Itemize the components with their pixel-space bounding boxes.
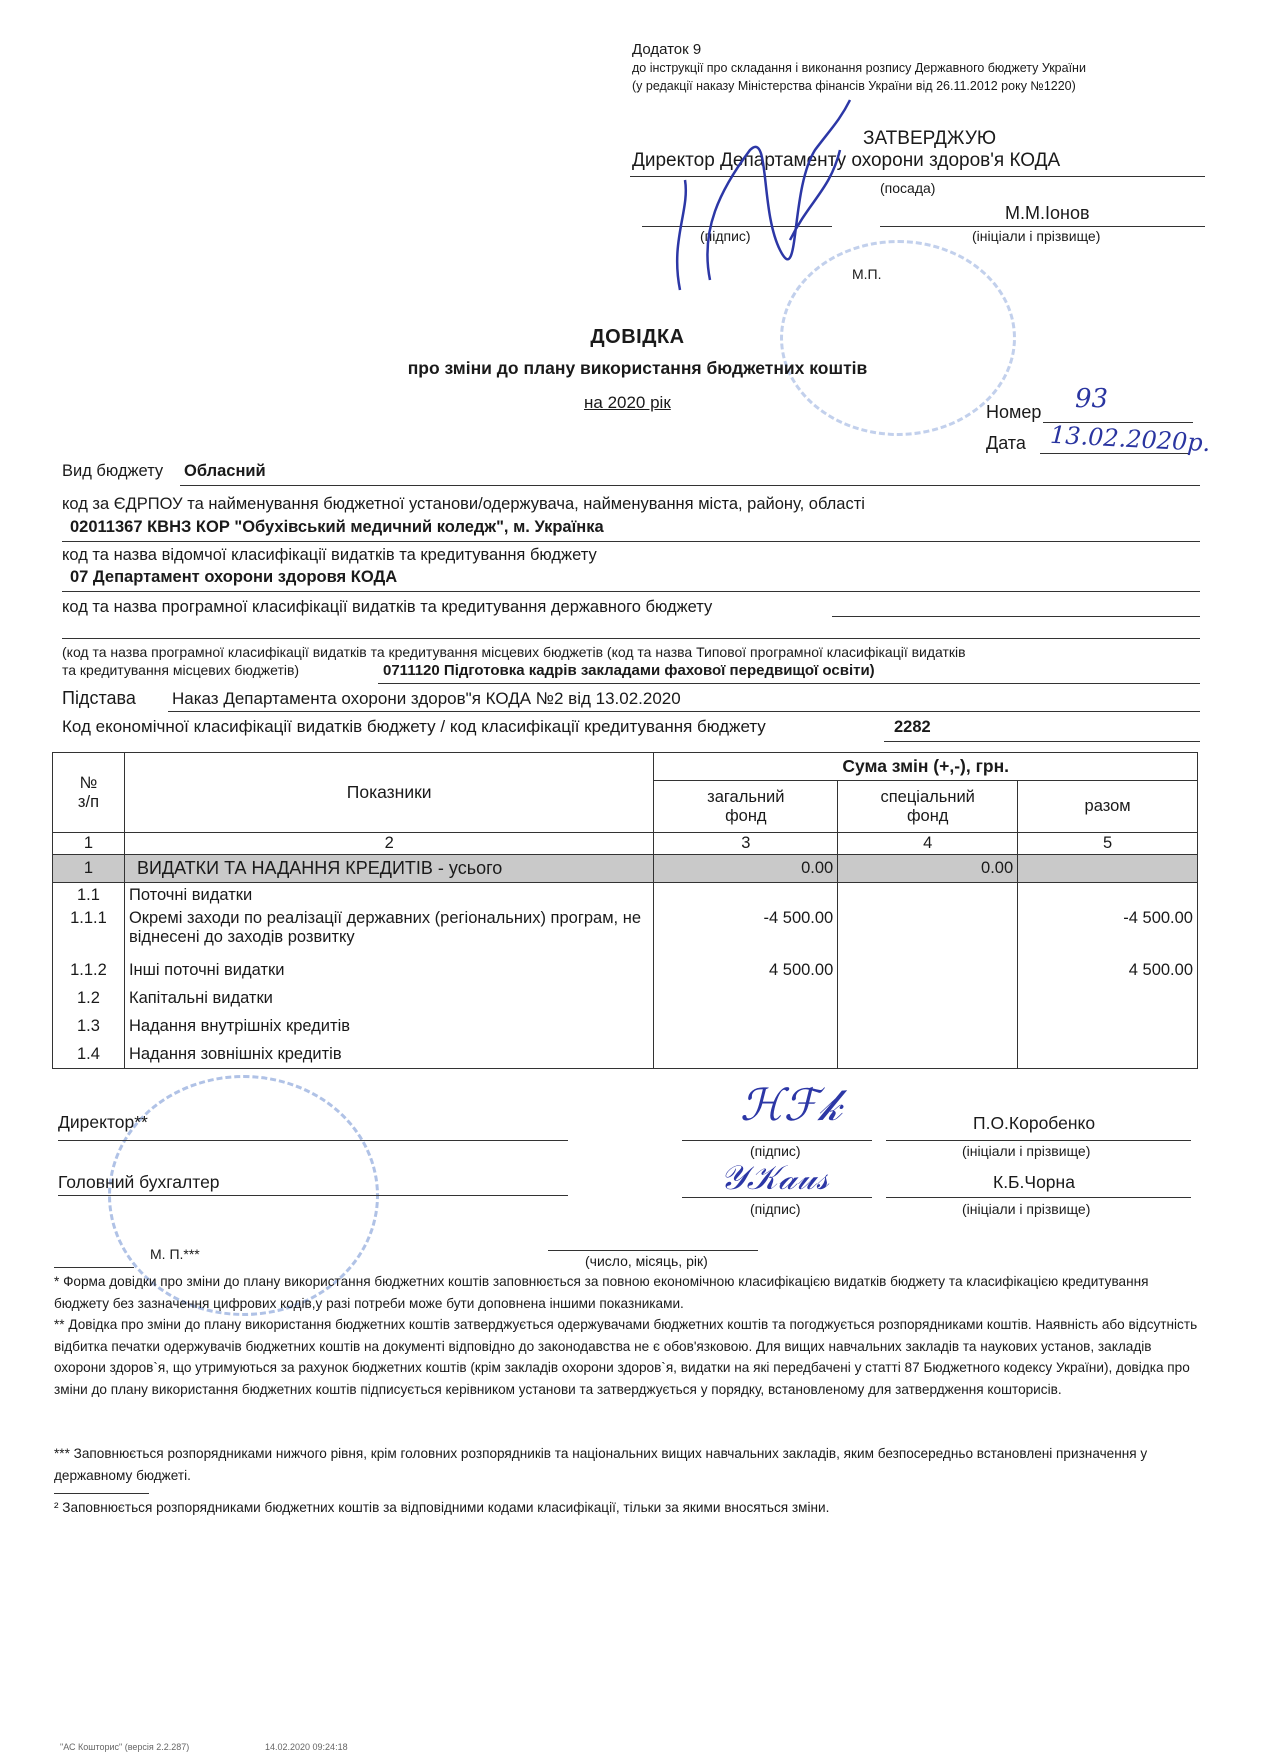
- row-num: 1.3: [53, 1013, 125, 1041]
- row-special: [838, 957, 1018, 985]
- footnote-separator: [54, 1267, 134, 1268]
- local-program-label-1: (код та назва програмної класифікації видатків та кредитування місцевих бюджетів (код та назва Типової програмної класифікації видатків: [62, 644, 966, 660]
- table-row: [53, 985, 1198, 1013]
- row-name: Надання внутрішніх кредитів: [124, 1013, 653, 1041]
- table-row: [53, 883, 1198, 909]
- row-general: 0.00: [654, 855, 838, 883]
- row-total: [1018, 1013, 1198, 1041]
- edrpou-label: код за ЄДРПОУ та найменування бюджетної установи/одержувача, найменування міста, району, області: [62, 495, 865, 513]
- col-header-num-b: з/п: [77, 792, 100, 811]
- row-general: [654, 1041, 838, 1069]
- seal-label: М. П.***: [150, 1246, 200, 1262]
- document-year: на 2020 рік: [584, 393, 671, 412]
- date-signature-line: [548, 1250, 758, 1251]
- row-special: [838, 1013, 1018, 1041]
- footnote-2: ** Довідка про зміни до плану використання бюджетних коштів затверджується одержувачами бюджетних коштів та погоджується розпорядниками коштів. Наявність або відсутність відбитка печатки одержувачів бюджетних коштів на документі відповідно до законодавства не є обов'язковою. Для вищих навчальних закладів та наукових установ, закладів охорони здоров`я, що утримуються за рахунок бюджетних коштів (крім закладів охорони здоров`я, видатки на які передбачені у статті 87 Бюджетного кодексу України), довідка про зміни до плану використання бюджетних коштів підписується керівником установи та затверджується у порядку, встановленому для затвердження кошторисів.: [54, 1317, 1198, 1397]
- row-total: 4 500.00: [1018, 957, 1198, 985]
- dept-class-underline: [62, 591, 1200, 592]
- changes-table: [52, 752, 1198, 1069]
- annex-title: Додаток 9: [632, 41, 702, 58]
- annex-line-2: (у редакції наказу Міністерства фінансів України від 26.11.2012 року №1220): [632, 79, 1076, 93]
- row-num: 1.2: [53, 985, 125, 1013]
- row-special: [838, 1041, 1018, 1069]
- footnote-separator-2: [54, 1493, 149, 1494]
- row-name: Поточні видатки: [124, 883, 653, 909]
- accountant-name-caption: (ініціали і прізвище): [962, 1201, 1091, 1217]
- accountant-signature-icon: 𝒴𝒦𝒶𝓊𝓈: [720, 1158, 829, 1198]
- budget-type-underline: [180, 485, 1200, 486]
- accountant-signature-caption: (підпис): [750, 1201, 801, 1217]
- row-num: 1.4: [53, 1041, 125, 1069]
- row-num: 1.1: [53, 883, 125, 909]
- row-special: [838, 909, 1018, 957]
- basis-underline: [168, 711, 1200, 712]
- footer-timestamp: 14.02.2020 09:24:18: [265, 1742, 348, 1752]
- edrpou-value: 02011367 КВНЗ КОР "Обухівський медичний коледж", м. Українка: [70, 518, 604, 536]
- col-header-general-a: загальний: [707, 787, 785, 806]
- dept-class-value: 07 Департамент охорони здоровя КОДА: [70, 568, 398, 586]
- table-row-total: [53, 855, 1198, 883]
- local-program-value: 0711120 Підготовка кадрів закладами фахової передвищої освіти): [383, 662, 875, 679]
- date-label: Дата: [986, 433, 1026, 453]
- index-row: [53, 833, 1198, 855]
- index-cell: 1: [53, 833, 125, 855]
- local-program-underline: [378, 683, 1200, 684]
- col-header-num-a: №: [79, 773, 98, 792]
- approval-name-underline: [880, 226, 1205, 227]
- footer-software: "АС Кошторис" (версія 2.2.287): [60, 1742, 190, 1752]
- accountant-underline: [58, 1195, 568, 1196]
- row-special: [838, 985, 1018, 1013]
- row-total: [1018, 855, 1198, 883]
- dept-class-label: код та назва відомчої класифікації видатків та кредитування бюджету: [62, 546, 597, 564]
- document-subtitle: про зміни до плану використання бюджетних коштів: [407, 358, 868, 378]
- basis-label: Підстава: [62, 688, 136, 708]
- annex-header: [632, 41, 1086, 95]
- table-row: [53, 1041, 1198, 1069]
- date-value: 13.02.2020р.: [1049, 420, 1212, 458]
- col-header-special: [838, 781, 1018, 833]
- approval-position: Директор Департаменту охорони здоров'я КОДА: [632, 150, 1061, 171]
- director-signature-caption: (підпис): [750, 1143, 801, 1159]
- state-program-label: код та назва програмної класифікації видатків та кредитування державного бюджету: [62, 598, 713, 616]
- state-program-underline: [832, 616, 1200, 617]
- col-header-general: [654, 781, 838, 833]
- director-underline: [58, 1140, 568, 1141]
- local-program-label-2: та кредитування місцевих бюджетів): [62, 662, 300, 678]
- row-general: [654, 985, 838, 1013]
- row-name: Капітальні видатки: [124, 985, 653, 1013]
- footnote-1: * Форма довідки про зміни до плану використання бюджетних коштів заповнюється за повною економічною класифікацією видатків бюджету та класифікацією кредитування бюджету без зазначення цифрових кодів,у разі потреби може бути доповнена іншими показниками.: [54, 1274, 1149, 1311]
- econ-code-label: Код економічної класифікації видатків бюджету / код класифікації кредитування бюджету: [62, 717, 766, 736]
- row-special: [838, 883, 1018, 909]
- edrpou-underline: [62, 541, 1200, 542]
- approval-seal: М.П.: [852, 266, 882, 282]
- col-header-indicators: Показники: [124, 753, 653, 833]
- approval-heading: ЗАТВЕРДЖУЮ: [863, 128, 997, 149]
- table-row: [53, 1013, 1198, 1041]
- row-general: -4 500.00: [654, 909, 838, 957]
- row-special: 0.00: [838, 855, 1018, 883]
- approval-signature-caption: (підпис): [700, 228, 751, 244]
- index-cell: 5: [1018, 833, 1198, 855]
- row-num: 1: [53, 855, 125, 883]
- budget-type-label: Вид бюджету: [62, 462, 164, 480]
- row-num: 1.1.2: [53, 957, 125, 985]
- director-name: П.О.Коробенко: [973, 1113, 1096, 1133]
- col-header-num: [53, 753, 125, 833]
- number-label: Номер: [986, 402, 1042, 422]
- accountant-label: Головний бухгалтер: [58, 1172, 220, 1192]
- position-caption: (посада): [880, 180, 936, 196]
- accountant-name-underline: [886, 1197, 1191, 1198]
- footnote-4: ² Заповнюється розпорядниками бюджетних коштів за відповідними кодами класифікації, тільки за якими вносяться зміни.: [54, 1500, 830, 1515]
- row-name: Інші поточні видатки: [124, 957, 653, 985]
- director-name-underline: [886, 1140, 1191, 1141]
- row-total: -4 500.00: [1018, 909, 1198, 957]
- index-cell: 2: [124, 833, 653, 855]
- col-header-total: разом: [1018, 781, 1198, 833]
- row-total: [1018, 985, 1198, 1013]
- footnote-3: *** Заповнюється розпорядниками нижчого рівня, крім головних розпорядників та національних вищих навчальних закладів, яким безпосередньо встановлені призначення у державному бюджеті.: [54, 1446, 1148, 1483]
- row-name: Надання зовнішніх кредитів: [124, 1041, 653, 1069]
- row-num: 1.1.1: [53, 909, 125, 957]
- table-row: [53, 957, 1198, 985]
- econ-code-underline: [884, 741, 1200, 742]
- director-signature-icon: ℋℱ𝓀: [740, 1080, 842, 1131]
- index-cell: 4: [838, 833, 1018, 855]
- approval-name: М.М.Іонов: [1005, 203, 1090, 223]
- row-general: [654, 883, 838, 909]
- date-caption: (число, місяць, рік): [585, 1253, 708, 1269]
- col-header-general-b: фонд: [725, 806, 767, 825]
- basis-value: Наказ Департамента охорони здоров"я КОДА №2 від 13.02.2020: [172, 689, 681, 708]
- number-value: 93: [1075, 384, 1109, 414]
- state-program-underline-2: [62, 638, 1200, 639]
- row-name: ВИДАТКИ ТА НАДАННЯ КРЕДИТІВ - усього: [124, 855, 653, 883]
- director-label: Директор**: [58, 1112, 148, 1132]
- row-total: [1018, 1041, 1198, 1069]
- row-total: [1018, 883, 1198, 909]
- row-name: Окремі заходи по реалізації державних (регіональних) програм, не віднесені до заходів розвитку: [124, 909, 653, 957]
- col-header-sum-group: Сума змін (+,-), грн.: [654, 753, 1198, 781]
- row-general: 4 500.00: [654, 957, 838, 985]
- director-signature-line: [682, 1140, 872, 1141]
- row-general: [654, 1013, 838, 1041]
- document-title: ДОВІДКА: [590, 326, 685, 348]
- accountant-name: К.Б.Чорна: [993, 1172, 1075, 1192]
- annex-line-1: до інструкції про складання і виконання розпису Державного бюджету України: [632, 61, 1086, 75]
- econ-code-value: 2282: [894, 718, 931, 736]
- director-name-caption: (ініціали і прізвище): [962, 1143, 1091, 1159]
- index-cell: 3: [654, 833, 838, 855]
- table-row: [53, 909, 1198, 957]
- approval-name-caption: (ініціали і прізвище): [972, 228, 1101, 244]
- col-header-special-a: спеціальний: [880, 787, 975, 806]
- col-header-special-b: фонд: [906, 806, 949, 825]
- budget-type-value: Обласний: [184, 462, 266, 480]
